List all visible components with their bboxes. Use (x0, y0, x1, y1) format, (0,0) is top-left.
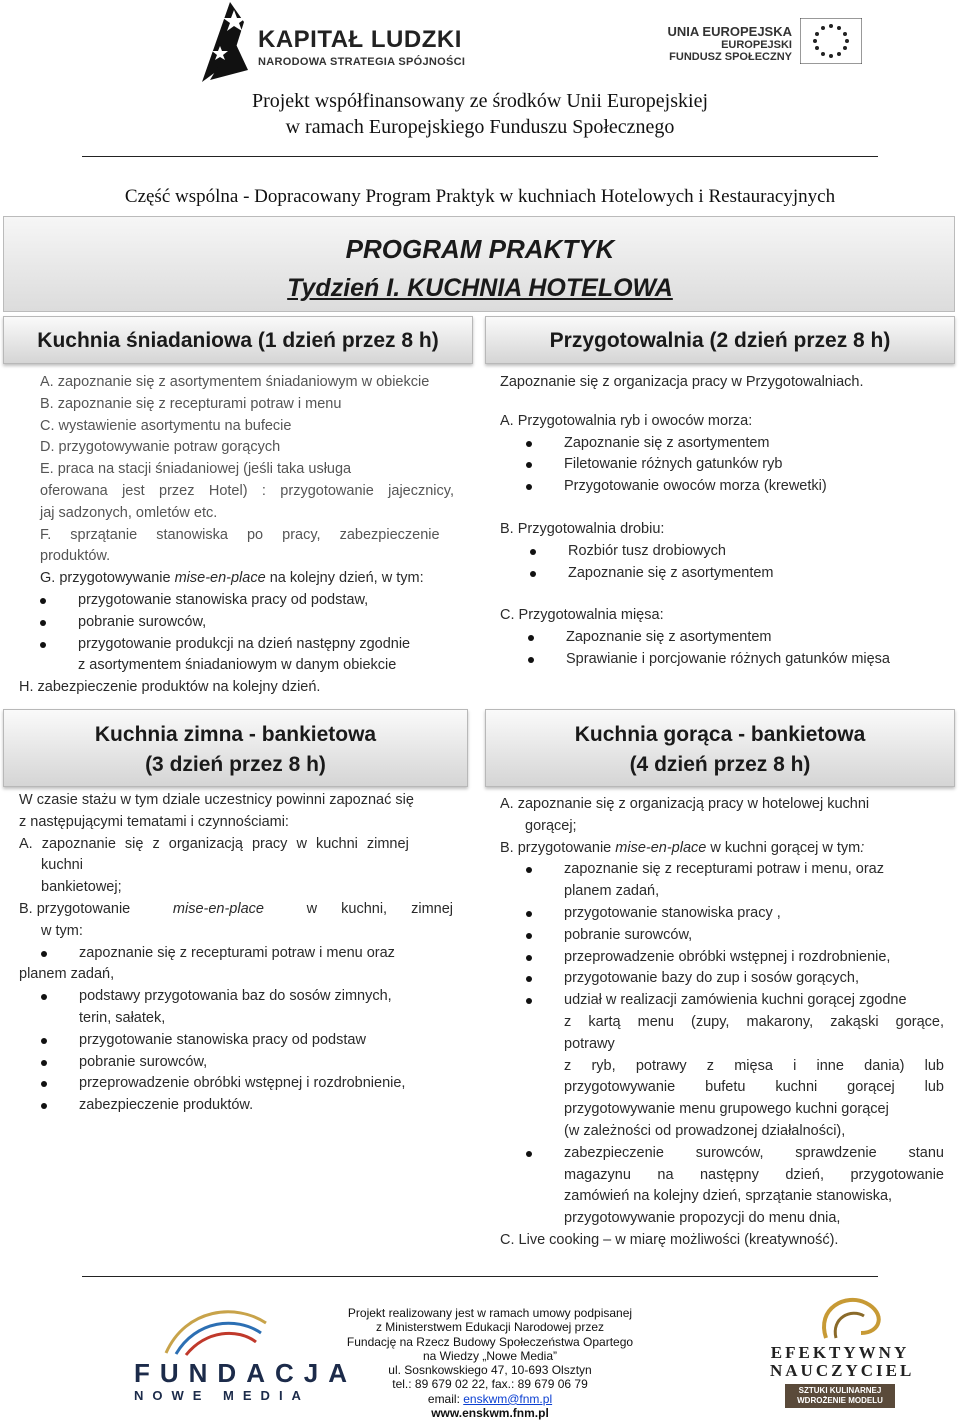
footer-divider (82, 1276, 878, 1277)
footer-contact (310, 1306, 670, 1420)
eu-line1: UNIA EUROPEJSKA (667, 24, 792, 39)
footer-website[interactable]: www.enskwm.fnm.pl (431, 1406, 549, 1420)
prep-c-bullet-1: Zapoznanie się z asortymentem (566, 627, 940, 649)
cold-item-a-cont2: bankietowej; (41, 879, 122, 896)
section-heading-cold (3, 709, 468, 787)
prep-b-bullet-2: Zapoznanie się z asortymentem (568, 563, 940, 585)
hot-heading-2: (4 dzień przez 8 h) (629, 753, 811, 776)
prep-content (500, 372, 940, 671)
project-funding-line1: Projekt współfinansowany ze środków Unii Europejskiej (251, 90, 709, 112)
hot-item-a: A. zapoznanie się z organizacją pracy w hotelowej kuchni (500, 796, 870, 812)
breakfast-item-f1: F. sprzątanie stanowiska po pracy, zabezpieczenie (40, 526, 440, 543)
kapital-ludzki-subtitle: NARODOWA STRATEGIA SPÓJNOŚCI (258, 56, 466, 68)
hot-b-bullet-6-cont6: (w zależności od prowadzonej działalności), (564, 1122, 846, 1139)
efektywny-nauczyciel-name: EFEKTYWNY NAUCZYCIEL (770, 1343, 915, 1380)
program-subtitle (0, 274, 960, 303)
eu-flag-icon (800, 18, 862, 64)
hot-content (500, 794, 944, 1252)
breakfast-item-e3: jaj sadzonych, omletów etc. (40, 504, 218, 521)
breakfast-item-g-pre: G. przygotowywanie (40, 570, 175, 587)
prep-item-b: B. Przygotowalnia drobiu: (500, 520, 665, 537)
hot-b-bullet-7-cont3: przygotowywanie propozycji do menu dnia, (564, 1210, 841, 1227)
cold-item-b-pre: B. przygotowanie (19, 900, 131, 917)
en-sub-line1: SZTUKI KULINARNEJ (798, 1386, 882, 1395)
cold-b-bullet-4: pobranie surowców, (79, 1052, 453, 1074)
breakfast-g-bullet-3-cont: z asortymentem śniadaniowym w danym obiekcie (78, 657, 397, 674)
footer-line-3: Fundację na Rzecz Budowy Społeczeństwa Opartego (346, 1334, 634, 1349)
footer-email-row (310, 1392, 670, 1406)
breakfast-item-g (40, 568, 454, 590)
fundacja-swirl-icon (156, 1298, 276, 1358)
hot-b-bullet-4: przeprowadzenie obróbki wstępnej i rozdrobnienie, (564, 947, 944, 969)
cold-b-bullet-6: zabezpieczenie produktów. (79, 1095, 453, 1117)
cold-intro-1: W czasie stażu w tym dziale uczestnicy powinni zapoznać się (19, 792, 414, 808)
hot-item-b-colon: : (860, 839, 865, 856)
breakfast-item-f2: produktów. (40, 548, 111, 565)
cold-b-bullet-2: podstawy przygotowania baz do sosów zimnych, (79, 986, 453, 1008)
breakfast-item-d: D. przygotowywanie potraw gorących (40, 439, 281, 456)
kapital-ludzki-emblem-icon (190, 0, 260, 88)
breakfast-item-h: H. zabezpieczenie produktów na kolejny dzień. (19, 679, 321, 695)
hot-b-bullet-7: zabezpieczenie surowców, sprawdzenie stanu (564, 1143, 944, 1165)
hot-item-b-pre: B. przygotowanie (500, 839, 616, 856)
prep-c-bullet-2: Sprawianie i porcjowanie różnych gatunków mięsa (566, 649, 940, 671)
kapital-ludzki-title: KAPITAŁ LUDZKI (258, 26, 462, 53)
breakfast-content (40, 372, 454, 677)
hot-item-b-post: w kuchni gorącej w tym (706, 839, 861, 856)
hot-b-bullet-6-cont5: przygotowywanie menu grupowego kuchni gorącej (564, 1101, 889, 1118)
cold-heading-1: Kuchnia zimna - bankietowa (94, 723, 377, 746)
breakfast-g-bullet-2: pobranie surowców, (78, 612, 454, 634)
cold-b-bullet-1-cont: planem zadań, (19, 966, 115, 983)
hot-b-bullet-6-cont2: potrawy (564, 1035, 615, 1052)
breakfast-item-c: C. wystawienie asortymentu na bufecie (40, 417, 292, 434)
cold-b-bullet-2-cont: terin, sałatek, (79, 1009, 166, 1026)
prep-a-bullet-2: Filetowanie różnych gatunków ryb (564, 454, 940, 476)
prep-intro: Zapoznanie się z organizacja pracy w Przygotowalniach. (500, 374, 864, 390)
hot-item-b-italic: mise-en-place (615, 839, 707, 856)
hot-item-c: C. Live cooking – w miarę możliwości (kreatywność). (500, 1231, 839, 1248)
cold-b-bullet-5: przeprowadzenie obróbki wstępnej i rozdrobnienie, (79, 1073, 453, 1095)
footer-email-label: email: (427, 1391, 464, 1406)
cold-item-a: A. zapoznanie się z organizacją pracy w kuchni zimnej (19, 835, 409, 852)
hot-b-bullet-1-cont: planem zadań, (564, 883, 660, 900)
breakfast-item-b: B. zapoznanie się z recepturami potraw i menu (40, 395, 342, 412)
prep-heading: Przygotowalnia (2 dzień przez 8 h) (549, 329, 891, 352)
footer-line-4: na Wiedzy „Nowe Media” (422, 1348, 558, 1363)
header-divider (82, 156, 878, 157)
hot-b-bullet-7-cont1: magazynu na następny dzień, przygotowanie (564, 1166, 944, 1183)
cold-b-bullet-1: zapoznanie się z recepturami potraw i menu oraz (79, 943, 453, 965)
prep-a-bullet-1: Zapoznanie się z asortymentem (564, 433, 940, 455)
prep-item-a: A. Przygotowalnia ryb i owoców morza: (500, 412, 753, 429)
hot-b-bullet-6-cont1: z kartą menu (zupy, makarony, zakąski gorące, (564, 1013, 944, 1030)
hot-b-bullet-1: zapoznanie się z recepturami potraw i menu, oraz (564, 859, 944, 881)
breakfast-item-a: A. zapoznanie się z asortymentem śniadaniowym w obiekcie (40, 374, 430, 390)
hot-heading-1: Kuchnia gorąca - bankietowa (574, 723, 866, 746)
hot-b-bullet-7-cont2: zamówień na kolejny dzień, sprzątanie stanowiska, (564, 1188, 893, 1205)
eu-text (662, 24, 792, 63)
footer-line-5: ul. Sosnkowskiego 47, 10-693 Olsztyn (388, 1363, 592, 1378)
project-funding-line2: w ramach Europejskiego Funduszu Społecznego (285, 116, 675, 138)
hot-item-b (500, 838, 944, 860)
part-title: Część wspólna - Dopracowany Program Praktyk w kuchniach Hotelowych i Restauracyjnych (124, 186, 836, 207)
eu-line3: FUNDUSZ SPOŁECZNY (669, 51, 792, 63)
hot-b-bullet-6-cont4: przygotowywanie bufetu kuchni gorącej lub (564, 1079, 944, 1096)
footer-line-1: Projekt realizowany jest w ramach umowy podpisanej (347, 1306, 633, 1320)
breakfast-g-bullet-1: przygotowanie stanowiska pracy od podstaw, (78, 590, 454, 612)
efektywny-nauczyciel-subtitle (785, 1384, 895, 1408)
breakfast-item-e1: E. praca na stacji śniadaniowej (jeśli taka usługa (40, 461, 352, 478)
prep-a-bullet-3: Przygotowanie owoców morza (krewetki) (564, 476, 940, 498)
prep-item-c: C. Przygotowalnia mięsa: (500, 607, 664, 624)
breakfast-item-g-italic: mise-en-place (174, 570, 266, 587)
breakfast-g-bullet-3: przygotowanie produkcji na dzień następny zgodnie (78, 634, 454, 656)
hot-b-bullet-2: przygotowanie stanowiska pracy , (564, 903, 944, 925)
breakfast-item-g-post: na kolejny dzień, w tym: (265, 570, 424, 587)
cold-heading-2: (3 dzień przez 8 h) (145, 753, 326, 776)
footer-line-6: tel.: 89 679 02 22, fax.: 89 679 06 79 (392, 1377, 588, 1392)
prep-b-bullet-1: Rozbiór tusz drobiowych (568, 541, 940, 563)
cold-item-b-tail: w tym: (41, 922, 83, 939)
section-heading-breakfast (3, 316, 473, 364)
cold-intro-2: z następującymi tematami i czynnościami: (19, 813, 289, 830)
cold-item-b-italic: mise-en-place (172, 900, 264, 917)
footer-email-link[interactable]: enskwm@fnm.pl (463, 1391, 553, 1406)
hot-b-bullet-6: udział w realizacji zamówienia kuchni gorącej zgodne (564, 990, 944, 1012)
section-heading-hot (485, 709, 955, 787)
chef-swirl-icon (806, 1288, 896, 1344)
hot-b-bullet-3: pobranie surowców, (564, 925, 944, 947)
hot-b-bullet-6-cont3: z ryb, potrawy z mięsa i inne dania) lub (564, 1057, 944, 1074)
fundacja-name: FUNDACJA (134, 1358, 357, 1388)
footer-line-2: z Ministerstwem Edukacji Narodowej przez (375, 1320, 605, 1335)
fundacja-subtitle: NOWE MEDIA (134, 1388, 310, 1403)
cold-b-bullet-3: przygotowanie stanowiska pracy od podstaw (79, 1030, 453, 1052)
eu-line2: EUROPEJSKI (721, 39, 792, 51)
breakfast-heading: Kuchnia śniadaniowa (1 dzień przez 8 h) (37, 329, 439, 352)
en-sub-line2: WDROŻENIE MODELU (797, 1396, 883, 1405)
cold-item-b-post: w kuchni, zimnej (306, 900, 453, 917)
program-title: PROGRAM PRAKTYK (345, 234, 615, 264)
cold-content (19, 790, 453, 1117)
cold-item-b (19, 899, 453, 921)
hot-b-bullet-5: przygotowanie bazy do zup i sosów gorących, (564, 968, 944, 990)
program-subtitle-text: Tydzień I. KUCHNIA HOTELOWA (287, 274, 673, 302)
breakfast-item-e2: oferowana jest przez Hotel) : przygotowanie jajecznicy, (40, 482, 454, 499)
section-heading-prep (485, 316, 955, 364)
hot-item-a-cont: gorącej; (525, 817, 577, 834)
cold-item-a-cont1: kuchni (41, 857, 83, 874)
